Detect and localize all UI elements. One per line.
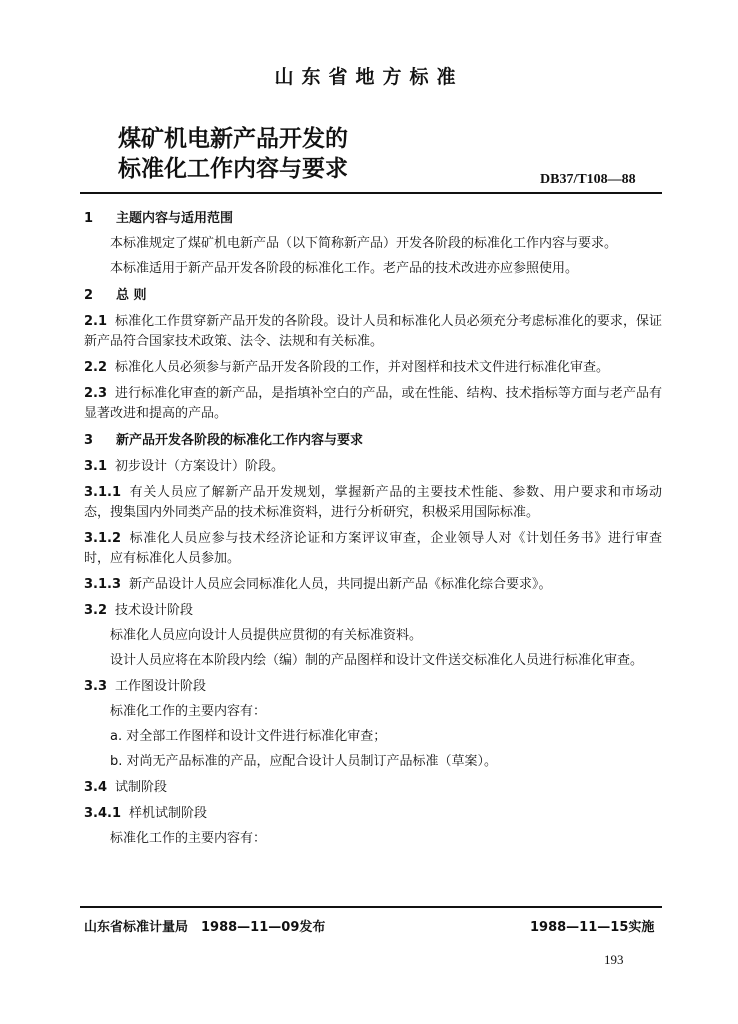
issue-info: 山东省标准计量局 1988—11—09发布 [84,920,326,935]
section-number: 2 [84,288,94,303]
title-line-2: 标准化工作内容与要求 [118,156,348,182]
clause-number: 3.3 [84,679,108,694]
clause-3-2 [84,601,662,621]
section-title: 主题内容与适用范围 [116,211,234,226]
section-number: 3 [84,433,94,448]
clause-2-1 [84,312,662,352]
paragraph: 标准化工作的主要内容有： [110,831,267,846]
paragraph: 设计人员应将在本阶段内绘（编）制的产品图样和设计文件送交标准化人员进行标准化审查。 [110,653,644,668]
paragraph: 标准化人员应向设计人员提供应贯彻的有关标准资料。 [110,628,423,643]
title-line-1: 煤矿机电新产品开发的 [118,126,348,152]
list-item-a: a. 对全部工作图样和设计文件进行标准化审查； [110,729,387,744]
clause-text: 进行标准化审查的新产品，是指填补空白的产品，或在性能、结构、技术指标等方面与老产品有显著改进和提高的产品。 [84,386,662,421]
document-title [118,124,418,184]
clause-text: 标准化人员应参与技术经济论证和方案评议审查，企业领导人对《计划任务书》进行审查时，应有标准化人员参加。 [84,531,662,566]
clause-2-2 [84,358,662,378]
clause-3-4 [84,778,662,798]
clause-number: 2.1 [84,314,108,329]
top-divider [80,192,662,194]
section-title: 新产品开发各阶段的标准化工作内容与要求 [116,433,364,448]
clause-text: 新产品设计人员应会同标准化人员，共同提出新产品《标准化综合要求》。 [129,577,552,592]
document-body [84,202,662,849]
clause-text: 标准化人员必须参与新产品开发各阶段的工作，并对图样和技术文件进行标准化审查。 [115,360,610,375]
clause-text: 初步设计（方案设计）阶段。 [115,459,285,474]
list-item-b: b. 对尚无产品标准的产品，应配合设计人员制订产品标准（草案）。 [110,754,498,769]
clause-number: 2.2 [84,360,108,375]
paragraph: 本标准适用于新产品开发各阶段的标准化工作。老产品的技术改进亦应参照使用。 [110,261,579,276]
effective-date: 1988—11—15实施 [530,920,655,935]
section-title: 总 则 [116,288,147,303]
section-heading-3 [84,431,662,451]
section-number: 1 [84,211,94,226]
clause-text: 工作图设计阶段 [115,679,207,694]
paragraph: 标准化工作的主要内容有： [110,704,267,719]
clause-2-3 [84,384,662,424]
clause-number: 3.4.1 [84,806,122,821]
clause-text: 样机试制阶段 [129,806,208,821]
clause-number: 3.2 [84,603,108,618]
section-heading-1 [84,209,662,229]
clause-text: 技术设计阶段 [115,603,194,618]
clause-number: 2.3 [84,386,108,401]
clause-text: 标准化工作贯穿新产品开发的各阶段。设计人员和标准化人员必须充分考虑标准化的要求，保证新产品符合国家技术政策、法令、法规和有关标准。 [84,314,662,349]
bottom-divider [80,906,662,908]
section-heading-2 [84,286,662,306]
clause-number: 3.1.2 [84,531,122,546]
clause-3-4-1 [84,804,662,824]
document-code: DB37/T108—88 [540,172,636,187]
standard-category-header: 山东省地方标准 [274,66,464,88]
page-number: 193 [604,952,624,967]
clause-3-1-3 [84,575,662,595]
clause-number: 3.1.1 [84,485,122,500]
clause-number: 3.1 [84,459,108,474]
clause-text: 有关人员应了解新产品开发规划，掌握新产品的主要技术性能、参数、用户要求和市场动态，搜集国内外同类产品的技术标准资料，进行分析研究，积极采用国际标准。 [84,485,662,520]
paragraph: 本标准规定了煤矿机电新产品（以下简称新产品）开发各阶段的标准化工作内容与要求。 [110,236,618,251]
clause-3-1 [84,457,662,477]
clause-3-3 [84,677,662,697]
clause-text: 试制阶段 [115,780,168,795]
clause-number: 3.1.3 [84,577,122,592]
clause-3-1-1 [84,483,662,523]
clause-number: 3.4 [84,780,108,795]
clause-3-1-2 [84,529,662,569]
